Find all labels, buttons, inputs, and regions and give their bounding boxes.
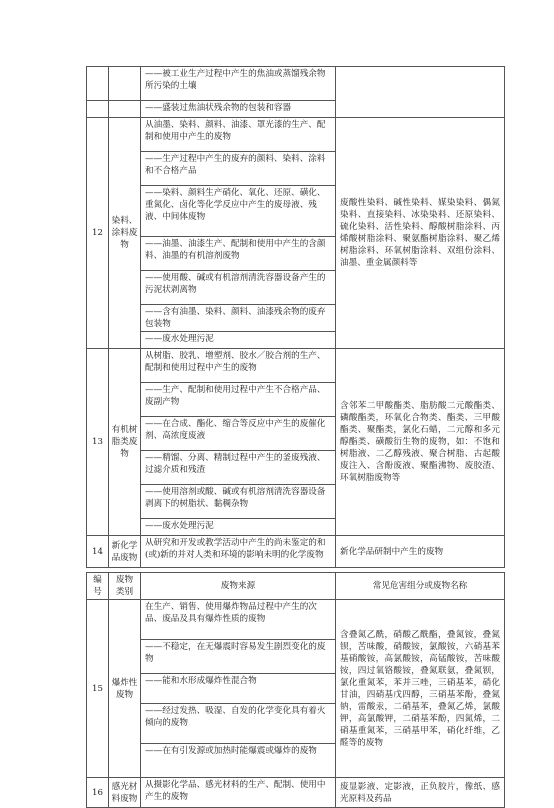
components-cell: 废酸性染料、碱性染料、媒染染料、偶氮染料、直接染料、冰染染料、还原染料、硫化染料、活性染料、醇酸树脂涂料、丙烯酸树脂涂料、聚氨酯树脂涂料、聚乙烯树脂涂料、环氧树脂涂料、双组份涂料、油墨、重金属颜料等 bbox=[336, 118, 505, 349]
source-item: 在生产、销售、使用爆炸物品过程中产生的次品、废品及具有爆炸性质的废物 bbox=[141, 600, 336, 640]
components-cell bbox=[336, 67, 505, 118]
table-row bbox=[87, 118, 505, 152]
components-cell: 新化学品研制中产生的废物 bbox=[336, 536, 505, 568]
source-item: ——盛装过焦油状残余物的包装和容器 bbox=[141, 101, 336, 118]
hazardous-waste-table bbox=[86, 66, 505, 808]
components-cell: 含叠氮乙酰，硝酸乙酰酯，叠氮铵，叠氮钡，苦味酸，硝酸铵，氯酸铵，六硝基苯基硝酸铵，高氯酸铵，高锰酸铵，苦味酸铵，四过氧铬酸铵，叠氮联氨，叠氮钡，氯化重氮苯，苯并三唑，三硝基苯，硝化甘油，四硝基戊四醇，三硝基苯酚，叠氮钠，雷酸汞，二硝基苯，叠氮乙烯，氯酸钾，高氯酸钾，二硝基苯酚，四氮烯，二硝基重氮苯，三硝基甲苯，硝化纤维，乙醛等的废物 bbox=[336, 600, 505, 778]
row-category: 爆炸性废物 bbox=[109, 600, 141, 778]
table-row bbox=[87, 349, 505, 383]
table-header-row bbox=[87, 573, 505, 600]
components-cell: 含邻苯二甲酸酯类、脂肪酸二元酸酯类、磷酸酯类，环氧化合物类、酯类、三甲酸酯类、聚酯类，氯化石蜡，二元醇和多元醇酯类、磺酸衍生物的废物，如：不饱和树脂液、二乙醇残液、聚合树脂、古起酸废注入、含酚废液、聚酯沸物、废胶渣、环氧树脂废物等 bbox=[336, 349, 505, 536]
header-category: 废物类别 bbox=[109, 573, 141, 600]
source-item: ——生产过程中产生的废弃的颜料、染料、涂料和不合格产品 bbox=[141, 152, 336, 186]
source-item: 从油墨、染料、颜料、油漆、罩光漆的生产、配制和使用中产生的废物 bbox=[141, 118, 336, 152]
source-item: ——废水处理污泥 bbox=[141, 332, 336, 349]
row-number bbox=[87, 67, 109, 101]
row-category: 有机树脂类废物 bbox=[109, 349, 141, 536]
row-number: 12 bbox=[87, 118, 109, 349]
source-item: 从研究和开发或教学活动中产生的尚未鉴定的和(或)新的并对人类和环境的影响未明的化学废物 bbox=[141, 536, 336, 568]
row-number: 15 bbox=[87, 600, 109, 778]
table-row bbox=[87, 67, 505, 101]
source-item: ——含有油墨、染料、颜料、油漆残余物的废弃包装物 bbox=[141, 305, 336, 332]
row-category: 染料、涂料废物 bbox=[109, 118, 141, 349]
source-item: ——经过发热、吸湿、自发的化学变化具有着火倾向的废物 bbox=[141, 704, 336, 744]
source-item: ——能和水形成爆炸性混合物 bbox=[141, 674, 336, 704]
table-row bbox=[87, 778, 505, 808]
source-item: ——染料、颜料生产硝化、氧化、还原、磺化、重氮化、卤化等化学反应中产生的废母液、残液、中间体废物 bbox=[141, 186, 336, 237]
source-item: ——在有引发源或加热时能爆震或爆炸的废物 bbox=[141, 744, 336, 778]
source-item: ——精馏、分离、精制过程中产生的釜废残液、过滤介质和残渣 bbox=[141, 451, 336, 485]
header-components: 常见危害组分或废物名称 bbox=[336, 573, 505, 600]
table-row bbox=[87, 536, 505, 568]
source-item: 从摄影化学品、感光材料的生产、配制、使用中产生的废物 bbox=[141, 778, 336, 808]
source-item: 从树脂、胶乳、增塑剂、胶水／胶合剂的生产、配制和使用过程中产生的废物 bbox=[141, 349, 336, 383]
row-category: 新化学品废物 bbox=[109, 536, 141, 568]
source-item: ——不稳定，在无爆震时容易发生剧烈变化的废物 bbox=[141, 640, 336, 674]
row-category bbox=[109, 67, 141, 101]
row-number: 14 bbox=[87, 536, 109, 568]
row-number: 16 bbox=[87, 778, 109, 808]
source-item: ——废水处理污泥 bbox=[141, 519, 336, 536]
header-number: 编号 bbox=[87, 573, 109, 600]
components-cell: 废显影液、定影液，正负胶片，像纸、感光原料及药品 bbox=[336, 778, 505, 808]
source-item: ——使用溶剂或酸、碱或有机溶剂清洗容器设备剥离下的树脂状、黏稠杂物 bbox=[141, 485, 336, 519]
source-item: ——使用酸、碱或有机溶剂清洗容器设备产生的污泥状剥离物 bbox=[141, 271, 336, 305]
source-item: ——生产、配制和使用过程中产生不合格产品、废副产物 bbox=[141, 383, 336, 417]
table-row bbox=[87, 600, 505, 640]
source-item: ——被工业生产过程中产生的焦油或蒸馏残余物所污染的土壤 bbox=[141, 67, 336, 101]
row-number: 13 bbox=[87, 349, 109, 536]
document-page bbox=[86, 66, 504, 808]
header-source: 废物来源 bbox=[141, 573, 336, 600]
source-item: ——在合成、酯化、缩合等反应中产生的废催化剂、高浓度废液 bbox=[141, 417, 336, 451]
source-item: ——油墨、油漆生产、配制和使用中产生的含颜料、油墨的有机溶剂废物 bbox=[141, 237, 336, 271]
row-category: 感光材料废物 bbox=[109, 778, 141, 808]
